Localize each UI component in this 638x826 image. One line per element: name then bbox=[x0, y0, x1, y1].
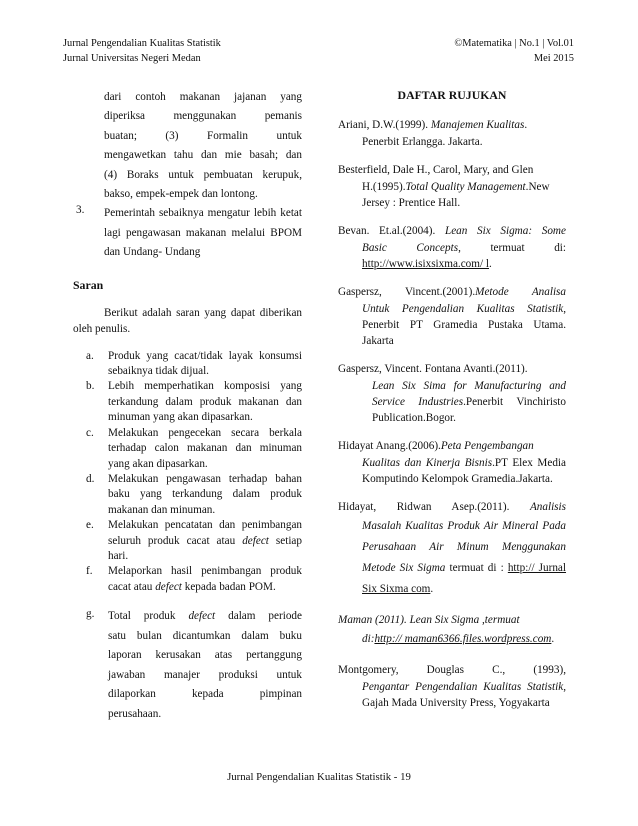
reference-entry bbox=[338, 162, 566, 211]
text-span: .Penerbit Vinchiristo Publication.Bogor. bbox=[372, 396, 566, 424]
text-span: Hidayat, Ridwan Asep.(2011). bbox=[338, 501, 530, 513]
text-span: kepada badan POM. bbox=[181, 580, 276, 593]
cont-line: buatan; (3) Formalin untuk bbox=[104, 129, 302, 142]
reference-entry bbox=[338, 361, 566, 426]
text-span: Ariani, D.W.(1999). bbox=[338, 119, 431, 131]
ref-first-line bbox=[338, 438, 566, 455]
list-marker: 3. bbox=[76, 204, 85, 217]
list-item-text: Pemerintah sebaiknya mengatur lebih ketat lagi pengawasan makanan melalui BPOM dan Undang- Undang bbox=[104, 207, 302, 259]
reference-entry bbox=[338, 284, 566, 349]
text-span: . bbox=[489, 258, 492, 270]
list-marker: a. bbox=[86, 349, 94, 362]
reference-link[interactable]: http:// Jurnal Six Sixma com bbox=[362, 562, 567, 595]
ref-rest bbox=[338, 240, 566, 272]
ref-rest bbox=[338, 629, 566, 650]
list-item bbox=[76, 607, 302, 724]
italic-title: di: bbox=[362, 633, 375, 645]
list-item bbox=[76, 379, 302, 425]
g-line: perusahaan. bbox=[108, 707, 162, 720]
ref-rest bbox=[338, 516, 566, 600]
list-marker: g. bbox=[86, 608, 95, 621]
text-span: Gaspersz, Vincent.(2001). bbox=[338, 286, 476, 298]
text-span: setiap hari. bbox=[108, 534, 302, 562]
page-footer: Jurnal Pengendalian Kualitas Statistik - 19 bbox=[227, 771, 411, 783]
ref-rest bbox=[338, 378, 566, 426]
saran-intro: Berikut adalah saran yang dapat diberikan oleh penulis. bbox=[73, 306, 302, 335]
g-line bbox=[108, 607, 302, 627]
list-marker: f. bbox=[86, 565, 93, 578]
text-span: , termuat di: bbox=[458, 242, 566, 254]
list-item-text bbox=[108, 607, 302, 724]
continued-list-text bbox=[76, 88, 302, 204]
header-left bbox=[63, 36, 221, 66]
text-span: dalam periode bbox=[215, 610, 302, 623]
cont-line: diperiksa menggunakan pemanis bbox=[104, 110, 302, 123]
italic-term: defect bbox=[188, 610, 216, 623]
list-marker: c. bbox=[86, 426, 94, 439]
g-line: jawaban manajer produksi untuk bbox=[108, 668, 302, 681]
italic-title: Kualitas dan Kinerja Bisnis bbox=[362, 457, 493, 469]
ref-rest bbox=[338, 679, 566, 711]
references-heading: DAFTAR RUJUKAN bbox=[397, 88, 507, 102]
text-span: Total produk bbox=[108, 610, 189, 623]
ref-rest bbox=[338, 179, 566, 211]
text-span: . bbox=[551, 633, 555, 645]
text-span: .New Jersey : Prentice Hall. bbox=[362, 181, 550, 209]
text-span: H.(1995). bbox=[362, 181, 406, 193]
ref-first-line: Gaspersz, Vincent. Fontana Avanti.(2011). bbox=[338, 363, 528, 375]
text-span: .PT Elex Media Komputindo Kelompok Gramedia.Jakarta. bbox=[362, 457, 567, 485]
text-span: Bevan. Et.al.(2004). bbox=[338, 225, 445, 237]
text-span: . bbox=[430, 583, 434, 595]
g-line: satu bulan dicantumkan dalam buku bbox=[108, 629, 302, 642]
list-item bbox=[76, 349, 302, 380]
italic-title: Manajemen Kualitas bbox=[430, 119, 525, 131]
list-item-text: Lebih memperhatikan komposisi yang terkandung dalam produk makanan dan minuman yang akan dipasarkan. bbox=[108, 380, 302, 424]
text-span: , Gajah Mada University Press, Yogyakarta bbox=[362, 681, 566, 709]
section-heading-saran: Saran bbox=[73, 277, 104, 292]
cont-line: (4) Boraks untuk pembuatan kerupuk, bbox=[104, 168, 302, 181]
list-marker: d. bbox=[86, 472, 95, 485]
saran-list bbox=[76, 349, 302, 725]
italic-title: Untuk Pengendalian Kualitas Statistik bbox=[362, 303, 564, 315]
cont-line: dari contoh makanan jajanan yang bbox=[104, 91, 302, 103]
italic-title: Lean Six Sigma: Some bbox=[444, 225, 566, 237]
ref-first-line: Besterfield, Dale H., Carol, Mary, and Glen bbox=[338, 164, 534, 176]
ref-first-line bbox=[338, 117, 566, 134]
journal-university: Jurnal Universitas Negeri Medan bbox=[63, 53, 201, 64]
ref-first-line bbox=[338, 284, 566, 301]
journal-title: Jurnal Pengendalian Kualitas Statistik bbox=[63, 38, 221, 49]
italic-title: Maman (2011). Lean Six Sigma ,termuat bbox=[338, 614, 520, 626]
list-item-text: Melakukan pengecekan secara berkala terhadap calon makanan dan minuman yang akan dipasarkan. bbox=[108, 426, 302, 470]
italic-title: Metode Analisa bbox=[475, 286, 567, 298]
list-item bbox=[76, 518, 302, 564]
g-line: dilaporkan kepada pimpinan bbox=[108, 688, 302, 701]
conclusion-item-3 bbox=[76, 204, 302, 262]
list-item bbox=[76, 472, 302, 518]
reference-entry bbox=[338, 223, 566, 272]
reference-entry bbox=[338, 612, 566, 650]
text-span: Hidayat Anang.(2006). bbox=[338, 440, 441, 452]
reference-entry bbox=[338, 662, 566, 711]
list-item-text bbox=[108, 564, 302, 595]
italic-term: defect bbox=[155, 580, 182, 593]
g-line: laporan kerusakan atas pertanggung bbox=[108, 649, 302, 662]
reference-entry bbox=[338, 117, 566, 150]
ref-rest: Penerbit Erlangga. Jakarta. bbox=[362, 136, 483, 148]
italic-title: Analisis bbox=[529, 501, 566, 513]
reference-link[interactable]: http://www.isixsixma.com/ l bbox=[362, 258, 489, 270]
references-column bbox=[338, 88, 566, 723]
ref-rest bbox=[338, 455, 566, 487]
list-marker: e. bbox=[86, 519, 94, 532]
italic-title: Pengantar Pengendalian Kualitas Statistik bbox=[362, 681, 564, 693]
text-span: . bbox=[524, 119, 528, 131]
list-item-text bbox=[108, 518, 302, 564]
reference-link[interactable]: http:// maman6366.files.wordpress.com bbox=[374, 633, 552, 645]
list-item-text: Produk yang cacat/tidak layak konsumsi sebaiknya tidak dijual. bbox=[108, 349, 302, 378]
ref-first-line bbox=[338, 223, 566, 240]
ref-first-line bbox=[338, 499, 566, 516]
journal-date: Mei 2015 bbox=[533, 53, 574, 64]
journal-volume: ©Matematika | No.1 | Vol.01 bbox=[454, 38, 574, 49]
ref-rest bbox=[338, 301, 566, 349]
header-right bbox=[454, 36, 574, 66]
italic-title: Lean Six Sima for Manufacturing and Service Industries bbox=[372, 380, 566, 408]
list-item bbox=[76, 564, 302, 595]
text-span: Melaporkan hasil penimbangan produk cacat atau bbox=[108, 565, 302, 593]
italic-title: Total Quality Management bbox=[405, 181, 526, 193]
list-marker: b. bbox=[86, 380, 95, 393]
reference-entry bbox=[338, 499, 566, 600]
italic-title: Basic Concepts bbox=[362, 242, 459, 254]
italic-title: Peta Pengembangan bbox=[440, 440, 534, 452]
italic-title: Masalah Kualitas Produk Air Mineral Pada Perusahaan Air Minum Menggunakan Metode Six Sigma bbox=[362, 520, 566, 574]
italic-term: defect bbox=[242, 534, 269, 547]
cont-line: bakso, empek-empek dan lontong. bbox=[104, 188, 258, 201]
left-column bbox=[73, 88, 302, 724]
text-span: termuat di : bbox=[445, 562, 508, 574]
text-span: , Penerbit PT Gramedia Pustaka Utama. Jakarta bbox=[362, 303, 566, 347]
text-span: Melakukan pencatatan dan penimbangan seluruh produk cacat atau bbox=[108, 519, 302, 547]
list-item bbox=[76, 426, 302, 472]
ref-first-line bbox=[338, 612, 566, 629]
list-item-text: Melakukan pengawasan terhadap bahan baku yang terkandung dalam produk makanan dan minuman. bbox=[108, 472, 302, 516]
reference-entry bbox=[338, 438, 566, 487]
cont-line: mengawetkan tahu dan mie basah; dan bbox=[104, 149, 302, 162]
ref-first-line: Montgomery, Douglas C., (1993), bbox=[338, 664, 566, 676]
